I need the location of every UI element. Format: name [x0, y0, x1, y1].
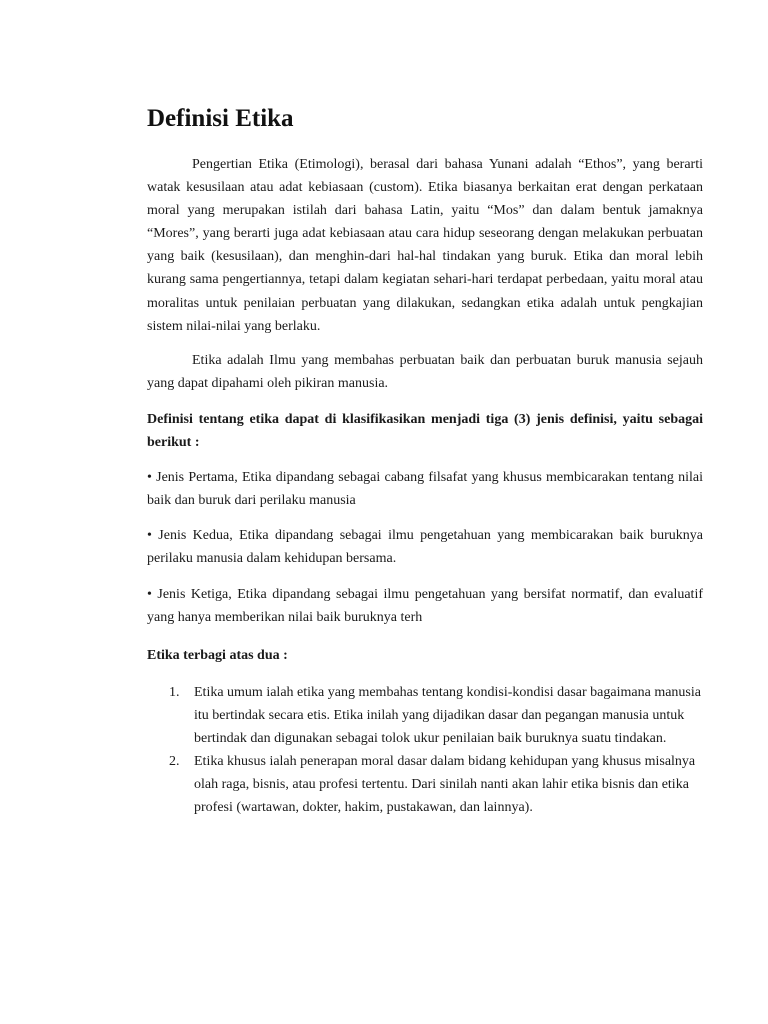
- list-item-special-ethics: [147, 750, 703, 819]
- list-number: 2.: [169, 754, 180, 770]
- list-item-text: Etika khusus ialah penerapan moral dasar dalam bidang kehidupan yang khusus misalnya olah raga, bisnis, atau profesi tertentu. Dari sinilah nanti akan lahir etika bisnis dan etika profesi (wartawan, dokter, hakim, pustakawan, dan lainnya).: [194, 754, 696, 816]
- paragraph-definition: Etika adalah Ilmu yang membahas perbuatan baik dan perbuatan buruk manusia sejauh yang dapat dipahami oleh pikiran manusia.: [147, 352, 703, 391]
- bullet-item-first: • Jenis Pertama, Etika dipandang sebagai cabang filsafat yang khusus membicarakan tentang nilai baik dan buruk dari perilaku manusia: [147, 470, 703, 509]
- bullet-item-second: • Jenis Kedua, Etika dipandang sebagai ilmu pengetahuan yang membicarakan baik buruknya perilaku manusia dalam kehidupan bersama.: [147, 528, 703, 567]
- document-body: [147, 104, 703, 819]
- page-title: Definisi Etika: [147, 105, 294, 132]
- list-item-general-ethics: [147, 681, 703, 750]
- heading-definitions: Definisi tentang etika dapat di klasifikasikan menjadi tiga (3) jenis definisi, yaitu sebagai berikut :: [147, 411, 703, 451]
- list-item-text: Etika umum ialah etika yang membahas tentang kondisi-kondisi dasar bagaimana manusia itu bertindak secara etis. Etika inilah yang dijadikan dasar dan pegangan manusia untuk bertindak dan digunakan sebagai tolok ukur penilaian baik buruknya suatu tindakan.: [194, 684, 701, 746]
- paragraph-etymology: Pengertian Etika (Etimologi), berasal dari bahasa Yunani adalah “Ethos”, yang berarti watak kesusilaan atau adat kebiasaan (custom). Etika biasanya berkaitan erat dengan perkataan moral yang merupakan istilah dari bahasa Latin, yaitu “Mos” dan dalam bentuk jamaknya “Mores”, yang berarti juga adat kebiasaan atau cara hidup seseorang dengan melakukan perbuatan yang baik (kesusilaan), dan menghin-dari hal-hal tindakan yang buruk. Etika dan moral lebih kurang sama pengertiannya, tetapi dalam kegiatan sehari-hari terdapat perbedaan, yaitu moral atau moralitas untuk penilaian perbuatan yang dilakukan, sedangkan etika adalah untuk pengkajian sistem nilai-nilai yang berlaku.: [147, 157, 703, 334]
- list-number: 1.: [169, 684, 180, 700]
- heading-division: Etika terbagi atas dua :: [147, 647, 288, 663]
- bullet-item-third: • Jenis Ketiga, Etika dipandang sebagai ilmu pengetahuan yang bersifat normatif, dan evaluatif yang hanya memberikan nilai baik buruknya terh: [147, 586, 703, 625]
- numbered-list: [147, 681, 703, 820]
